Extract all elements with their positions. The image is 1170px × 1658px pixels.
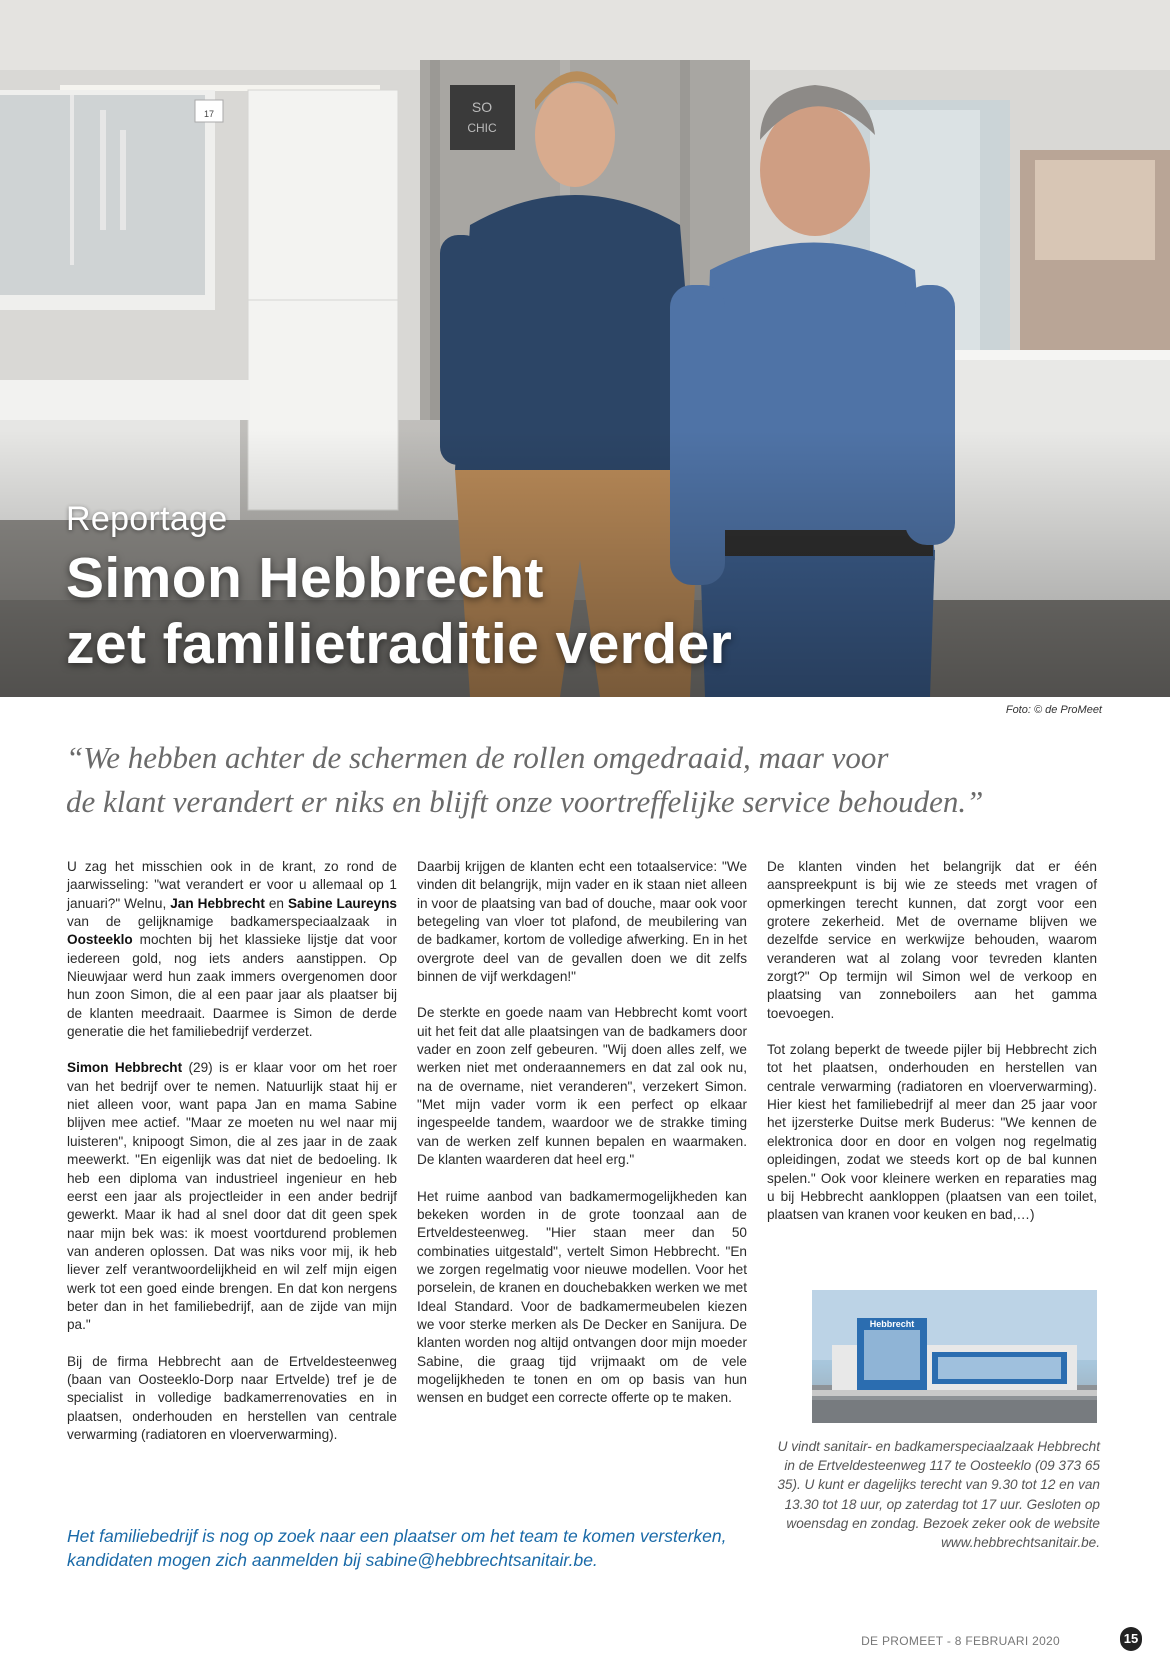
article-column-1 xyxy=(67,858,397,1462)
article-column-3 xyxy=(767,858,1097,1243)
paragraph: Bij de firma Hebbrecht aan de Ertveldesteenweg (baan van Oosteeklo-Dorp naar Ertvelde) tref je de specialist in volledige badkamerrenovaties en in plaatsen, onderhouden en herstellen van centrale verwarming (radiatoren en vloerverwarming). xyxy=(67,1353,397,1442)
hero-photo xyxy=(0,0,1170,697)
pull-quote-line-2: de klant verandert er niks en blijft onze voortreffelijke service behouden.” xyxy=(66,784,984,819)
text-run: van de gelijknamige badkamerspeciaalzaak in xyxy=(67,914,397,930)
store-photo xyxy=(812,1290,1097,1423)
display-tag: 17 xyxy=(203,109,215,119)
paragraph xyxy=(67,858,397,1041)
text-run: U zag het misschien ook in de krant, zo rond de jaarwisseling: "wat verandert er voor u allemaal op 1 januari?" Welnu, xyxy=(67,859,397,911)
text-run: (29) is er klaar voor om het roer van het bedrijf over te nemen. Natuurlijk staat hij er niet alleen voor, want papa Jan en mama Sabine blijven mee actief. "Maar ze moeten nu wel naar mij luisteren", knipoogt Simon, die al zes jaar in de zaak meewerkt. "En eigenlijk was dat niet de bedoeling. Ik heb een diploma van industrieel ingenieur en heb eerst een jaar als projectleider in een ander bedrijf gewerkt. Maar ik had al snel door dat dit geen spek naar mijn bek was: ik moest voortdurend problemen van anderen oplossen. Dat was niks voor mij, ik heb liever zelf verantwoordelijkheid en wil zelf mijn eigen werk tot een goed einde brengen. En dat kon nergens beter dan in het familiebedrijf, aan de zijde van mijn pa." xyxy=(67,1060,398,1333)
text-run: en xyxy=(264,895,288,911)
name-sabine: Sabine Laureyns xyxy=(287,895,397,911)
paragraph: De sterkte en goede naam van Hebbrecht komt voort uit het feit dat alle plaatsingen van de badkamers door vader en zoon zelf gebeuren. "Wij doen alles zelf, we werken niet met onderaannemers en dat zal ook nu, na de overname, niet veranderen", verzekert Simon. "Met mijn vader vorm ik een perfect op elkaar ingespeelde tandem, waardoor we de strakke timing van de werken zelf kunnen bepalen en waarmaken. De klanten waarderen dat heel erg." xyxy=(417,1005,747,1168)
sign-text-1: SO xyxy=(471,99,493,115)
text-run: mochten bij het klassieke lijstje dat voor iedereen gold, nog iets anders aanstippen. Op Nieuwjaar werd hun zaak immers overgenomen door hun zoon Simon, die al een paar jaar als plaatser bij de klanten meedraait. Daarmee is Simon de derde generatie die het familiebedrijf verderzet. xyxy=(67,932,397,1040)
storefront-illustration xyxy=(812,1290,1097,1423)
title-line-1: Simon Hebbrecht xyxy=(66,546,544,610)
recruitment-callout: Het familiebedrijf is nog op zoek naar een plaatser om het team te komen versterken, kandidaten mogen zich aanmelden bij sabine@hebbrechtsanitair.be. xyxy=(67,1526,727,1570)
name-jan: Jan Hebbrecht xyxy=(170,895,265,911)
sign-text-2: CHIC xyxy=(467,121,497,135)
article-title xyxy=(66,545,1066,677)
pull-quote-line-1: “We hebben achter de schermen de rollen omgedraaid, maar voor xyxy=(66,740,889,775)
section-kicker: Reportage xyxy=(66,500,228,538)
pull-quote xyxy=(66,736,1106,824)
store-sign: Hebbrecht xyxy=(869,1319,915,1329)
photo-credit: Foto: © de ProMeet xyxy=(1005,704,1102,716)
page-footer: DE PROMEET - 8 FEBRUARI 2020 xyxy=(861,1634,1060,1648)
title-line-2: zet familietraditie verder xyxy=(66,612,733,676)
paragraph: Tot zolang beperkt de tweede pijler bij Hebbrecht zich tot het plaatsen, onderhouden en herstellen van centrale verwarming (radiatoren en vloerverwarming). Hier kiest het familiebedrijf al meer dan 25 jaar voor het ijzersterke Duitse merk Buderus: "We kennen de elektronica door en door en volgen nog regelmatig opleidingen, zodat we steeds kort op de bal kunnen spelen." Ook voor kleinere werken en reparaties mag u bij Hebbrecht aankloppen (plaatsen van een toilet, plaatsen van kranen voor keuken en bad,…) xyxy=(767,1042,1097,1223)
store-caption: U vindt sanitair- en badkamerspeciaalzaak Hebbrecht in de Ertveldesteenweg 117 te Oosteeklo (09 373 65 35). U kunt er dagelijks terecht van 9.30 tot 12 en van 13.30 tot 18 uur, op zaterdag tot 17 uur. Gesloten op woensdag en zondag. Bezoek zeker ook de website www.hebbrechtsanitair.be. xyxy=(777,1439,1100,1551)
paragraph xyxy=(67,1059,397,1334)
paragraph: De klanten vinden het belangrijk dat er één aanspreekpunt is bij wie ze steeds met vragen of opmerkingen terecht kunnen, dat zorgt voor een grotere zekerheid. Met de overname blijven we dezelfde service en werkwijze behouden, waarom veranderen wat al zolang voor tevreden klanten zorgt?" Op termijn wil Simon wel de verkoop en plaatsing van zonneboilers aan het gamma toevoegen. xyxy=(767,859,1097,1021)
page-number: 15 xyxy=(1120,1627,1142,1651)
name-simon: Simon Hebbrecht xyxy=(67,1060,183,1076)
article-column-2 xyxy=(417,858,747,1426)
paragraph: Het ruime aanbod van badkamermogelijkheden kan bekeken worden in de grote toonzaal aan de Ertveldesteenweg. "Hier staan meer dan 50 combinaties uitgestald", vertelt Simon Hebbrecht. "En we zorgen regelmatig voor nieuwe modellen. Voor het porselein, de kranen en douchebakken werken we met Ideal Standard. Voor de badkamermeubelen kiezen we voor sterke merken als De Decker en Sanijura. De klanten worden nog altijd ontvangen door mijn moeder Sabine, die graag tijd vrijmaakt om de vele mogelijkheden te tonen en om op basis van hun wensen en budget een correcte offerte op te maken. xyxy=(417,1188,747,1406)
paragraph: Daarbij krijgen de klanten echt een totaalservice: "We vinden dit belangrijk, mijn vader en ik staan niet alleen in voor de plaatsing van bad of douche, maar ook voor betegeling van vloer tot plafond, de meubilering van de badkamer, kortom de volledige afwerking. En in het overgrote deel van de gevallen doen we dit zelfs binnen de vijf werkdagen!" xyxy=(417,859,747,985)
place-oosteeklo: Oosteeklo xyxy=(67,932,133,948)
